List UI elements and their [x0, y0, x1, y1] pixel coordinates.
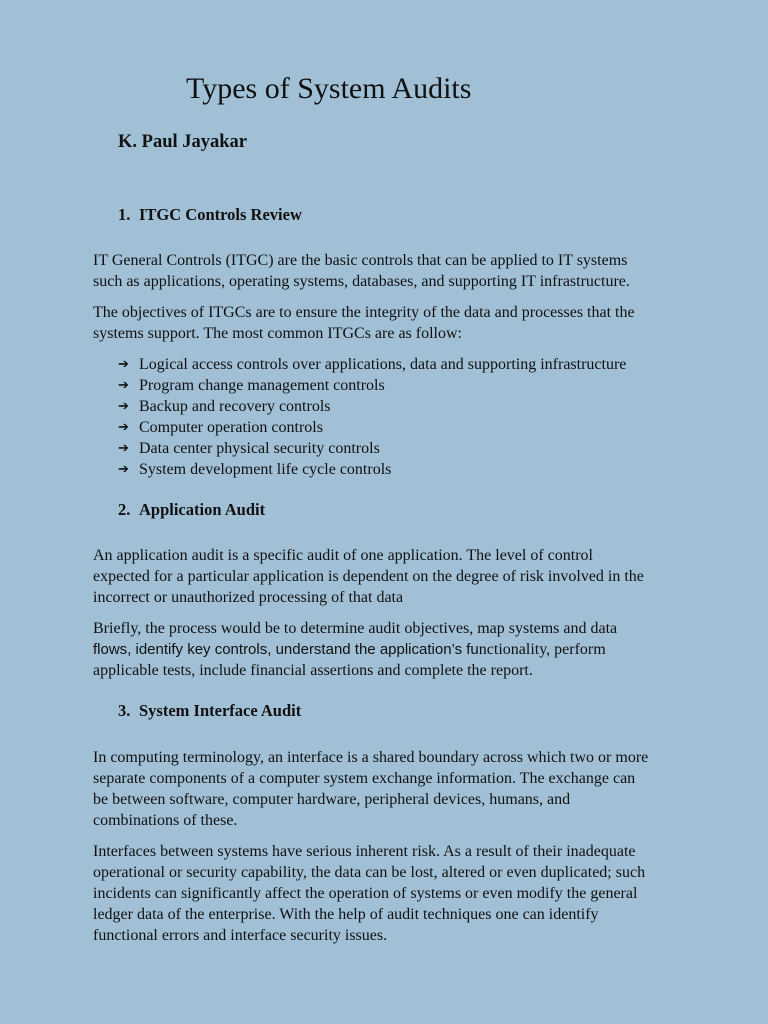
paragraph-interface-definition: In computing terminology, an interface is a shared boundary across which two or more separate components of a computer system exchange information. The exchange can be between software, computer hardware, peripheral devices, humans, and combinations of these.: [93, 749, 649, 829]
itgc-bullet-list: [118, 353, 626, 479]
arrow-bullet-icon: ➔: [118, 440, 129, 455]
list-item: ➔ Backup and recovery controls: [118, 395, 626, 416]
list-item: ➔ Logical access controls over applications, data and supporting infrastructure: [118, 353, 626, 374]
section-title: System Interface Audit: [139, 701, 302, 720]
arrow-bullet-icon: ➔: [118, 461, 129, 476]
list-item: ➔ Program change management controls: [118, 374, 626, 395]
arrow-bullet-icon: ➔: [118, 356, 129, 371]
section-title: Application Audit: [139, 500, 266, 519]
paragraph-itgc-objectives: The objectives of ITGCs are to ensure the integrity of the data and processes that the systems support. The most common ITGCs are as follow:: [93, 304, 635, 342]
arrow-bullet-icon: ➔: [118, 419, 129, 434]
section-heading-itgc: [118, 204, 302, 226]
list-item: ➔ System development life cycle controls: [118, 458, 626, 479]
author-name: K. Paul Jayakar: [118, 132, 247, 152]
arrow-bullet-icon: ➔: [118, 377, 129, 392]
list-item: ➔ Computer operation controls: [118, 416, 626, 437]
paragraph-interface-risk: Interfaces between systems have serious inherent risk. As a result of their inadequate operational or security capability, the data can be lost, altered or even duplicated; such incidents can significantly affect the operation of systems or even modify the general ledger data of the enterprise. With the help of audit techniques one can identify functional errors and interface security issues.: [93, 843, 646, 944]
paragraph-application-definition: An application audit is a specific audit of one application. The level of control expected for a particular application is dependent on the degree of risk involved in the incorrect or unauthorized processing of that data: [93, 547, 644, 606]
section-number: 3.: [118, 701, 131, 720]
paragraph-itgc-definition: IT General Controls (ITGC) are the basic controls that can be applied to IT systems such as applications, operating systems, databases, and supporting IT infrastructure.: [93, 252, 630, 290]
section-heading-application-audit: [118, 499, 265, 521]
arrow-bullet-icon: ➔: [118, 398, 129, 413]
paragraph-application-process: Briefly, the process would be to determine audit objectives, map systems and data flows, identify key controls, understand the application’s functionality, perform applicable tests, include financial assertions and complete the report.: [93, 620, 618, 679]
section-title: ITGC Controls Review: [139, 205, 302, 224]
section-number: 1.: [118, 205, 131, 224]
section-number: 2.: [118, 500, 131, 519]
list-item: ➔ Data center physical security controls: [118, 437, 626, 458]
document-title: Types of System Audits: [186, 72, 472, 105]
section-heading-system-interface-audit: [118, 700, 301, 722]
